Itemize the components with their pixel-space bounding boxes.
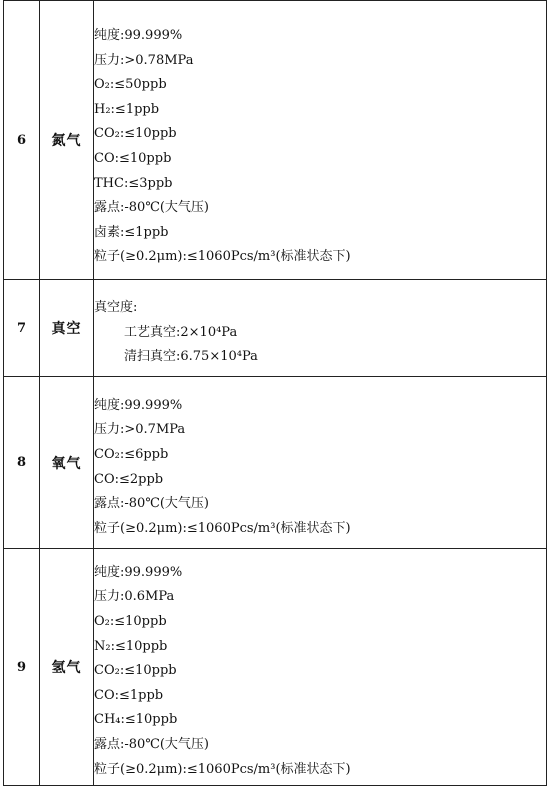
spec-pressure: 压力:0.6MPa [94,589,175,605]
row-number: 7 [4,280,40,377]
spec-h2: H₂:≤1ppb [94,101,160,117]
spec-purity: 纯度:99.999% [94,28,183,44]
spec-co: CO:≤1ppb [94,687,164,703]
gas-name: 真空 [40,280,94,377]
gas-name: 氮气 [40,1,94,280]
spec-particles: 粒子(≥0.2μm):≤1060Pcs/m³(标准状态下) [94,761,351,777]
spec-o2: O₂:≤50ppb [94,77,167,93]
spec-dew-point: 露点:-80℃(大气压) [94,736,210,752]
spec-lines [94,552,546,782]
spec-purity: 纯度:99.999% [94,564,183,580]
table-row-oxygen [4,377,547,549]
row-number: 6 [4,1,40,280]
spec-co2: CO₂:≤6ppb [94,446,169,462]
row-number: 8 [4,377,40,549]
spec-co: CO:≤10ppb [94,151,172,166]
spec-ch4: CH₄:≤10ppb [94,712,178,728]
spec-vacuum-degree: 真空度: [94,300,138,316]
table-row-hydrogen [4,549,547,786]
gas-name: 氧气 [40,377,94,549]
spec-sweep-vacuum: 清扫真空:6.75×10⁴Pa [124,349,258,365]
spec-n2: N₂:≤10ppb [94,638,168,654]
spec-lines [94,10,546,270]
spec-dew-point: 露点:-80℃(大气压) [94,200,210,216]
spec-cell [94,1,547,280]
spec-cell [94,549,547,786]
spec-process-vacuum: 工艺真空:2×10⁴Pa [124,324,238,340]
spec-pressure: 压力:>0.78MPa [94,52,194,68]
spec-co2: CO₂:≤10ppb [94,126,177,142]
spec-lines [94,286,546,370]
gas-spec-table [3,0,547,786]
table-row-vacuum [4,280,547,377]
spec-co: CO:≤2ppb [94,471,164,487]
spec-thc: THC:≤3ppb [94,175,173,191]
spec-particles: 粒子(≥0.2μm):≤1060Pcs/m³(标准状态下) [94,520,351,536]
spec-lines [94,384,546,542]
table-row-nitrogen [4,1,547,280]
row-number: 9 [4,549,40,786]
gas-name: 氢气 [40,549,94,786]
spec-dew-point: 露点:-80℃(大气压) [94,496,210,512]
spec-particles: 粒子(≥0.2μm):≤1060Pcs/m³(标准状态下) [94,249,351,265]
spec-purity: 纯度:99.999% [94,397,183,413]
spec-cell [94,377,547,549]
spec-pressure: 压力:>0.7MPa [94,422,186,438]
spec-halogen: 卤素:≤1ppb [94,224,169,240]
spec-cell [94,280,547,377]
spec-co2: CO₂:≤10ppb [94,663,177,679]
spec-o2: O₂:≤10ppb [94,614,167,630]
